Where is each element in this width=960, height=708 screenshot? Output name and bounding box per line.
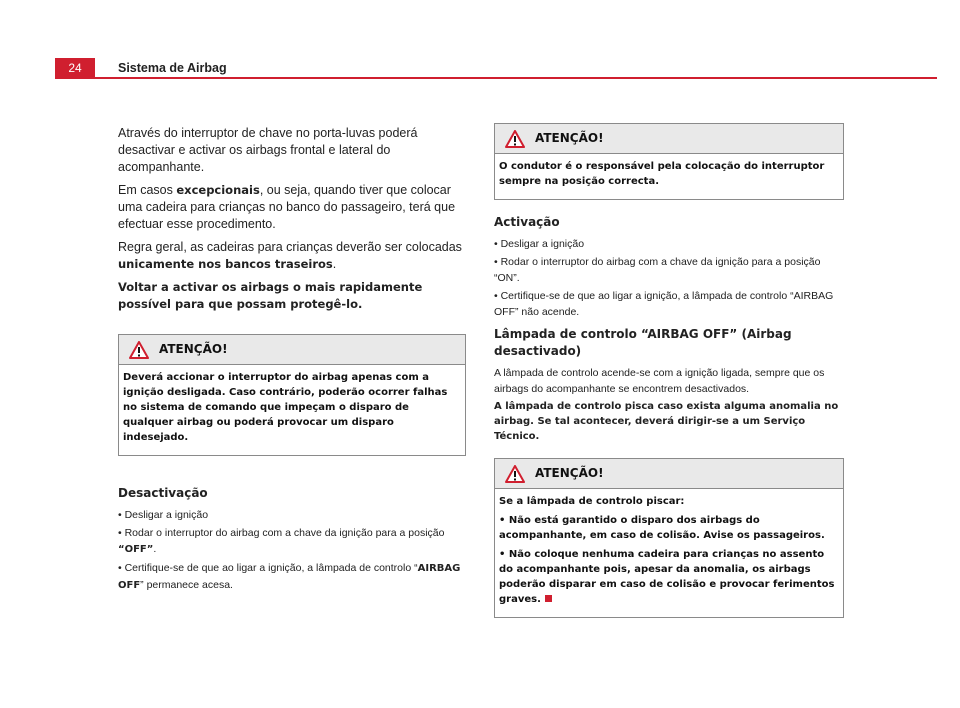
exceptional-paragraph xyxy=(118,182,466,233)
warning-title: ATENÇÃO! xyxy=(159,342,228,356)
warning-header xyxy=(119,335,465,365)
warning-title: ATENÇÃO! xyxy=(535,131,604,145)
right-column xyxy=(494,123,844,618)
warning-title: ATENÇÃO! xyxy=(535,466,604,480)
text-span: , ou seja, quando tiver que colocar uma cadeira para crianças no banco do passageiro, terá que efectuar esse procedimento. xyxy=(118,183,456,231)
warning-line-3 xyxy=(499,547,837,607)
text-span: . xyxy=(153,543,157,555)
warning-triangle-icon xyxy=(505,130,525,148)
warning-line-2: • Não está garantido o disparo dos airbags do acompanhante, em caso de colisão. Avise os passageiros. xyxy=(499,515,825,541)
warning-box-lamp xyxy=(494,458,844,618)
deactivation-step-1: • Desligar a ignição xyxy=(118,509,209,521)
text-bold: unicamente nos bancos traseiros xyxy=(118,257,333,271)
text-bold: “OFF” xyxy=(118,544,154,555)
warning-header xyxy=(495,124,843,154)
warning-text xyxy=(495,489,843,617)
text-span: • Não coloque nenhuma cadeira para crianças no assento do acompanhante pois, apesar da anomalia, os airbags poderão disparar em caso de colisão e provocar ferimentos graves. xyxy=(499,549,835,605)
deactivation-step-2 xyxy=(118,525,466,558)
intro-paragraph: Através do interruptor de chave no porta-luvas poderá desactivar e activar os airbags frontal e lateral do acompanhante. xyxy=(118,126,418,174)
text-bold: excepcionais xyxy=(176,183,260,197)
activation-step-2: • Rodar o interruptor do airbag com a chave da ignição para a posição “ON”. xyxy=(494,256,821,284)
text-span: . xyxy=(332,257,337,271)
activation-step-1: • Desligar a ignição xyxy=(494,238,585,250)
lamp-bold-text: A lâmpada de controlo pisca caso exista alguma anomalia no airbag. Se tal acontecer, deverá dirigir-se a um Serviço Técnico. xyxy=(494,401,839,442)
deactivation-section xyxy=(118,485,466,594)
end-mark-icon xyxy=(545,595,552,602)
text-span: • Certifique-se de que ao ligar a ignição, a lâmpada de controlo “ xyxy=(118,562,418,574)
lamp-text: A lâmpada de controlo acende-se com a ignição ligada, sempre que os airbags do acompanhante se encontrem desactivados. xyxy=(494,367,825,395)
reactivate-paragraph: Voltar a activar os airbags o mais rapidamente possível para que possam protegê-lo. xyxy=(118,280,423,311)
warning-box-ignition xyxy=(118,334,466,456)
activation-section xyxy=(494,214,844,320)
activation-step-3: • Certifique-se de que ao ligar a ignição, a lâmpada de controlo “AIRBAG OFF” não acende. xyxy=(494,290,834,318)
header-rule xyxy=(55,77,937,79)
left-column xyxy=(118,125,466,596)
warning-line-1: Se a lâmpada de controlo piscar: xyxy=(499,496,685,507)
page-number: 24 xyxy=(55,58,95,78)
warning-paragraph: Deverá accionar o interruptor do airbag apenas com a ignição desligada. Caso contrário, poderão ocorrer falhas no sistema de comando que impeçam o disparo de qualquer airbag ou poderá provocar um disparo indesejado. xyxy=(123,372,448,443)
lamp-heading: Lâmpada de controlo “AIRBAG OFF” (Airbag desactivado) xyxy=(494,327,792,358)
text-span: Regra geral, as cadeiras para crianças deverão ser colocadas xyxy=(118,240,462,254)
warning-header xyxy=(495,459,843,489)
warning-triangle-icon xyxy=(129,341,149,359)
lamp-section xyxy=(494,326,844,444)
warning-box-driver xyxy=(494,123,844,200)
text-bold: AIRBAG OFF xyxy=(118,563,461,591)
rule-paragraph xyxy=(118,239,466,273)
text-span: ” permanece acesa. xyxy=(140,579,233,591)
deactivation-heading: Desactivação xyxy=(118,486,208,500)
activation-heading: Activação xyxy=(494,215,560,229)
text-span: • Rodar o interruptor do airbag com a chave da ignição para a posição xyxy=(118,527,445,539)
text-span: Em casos xyxy=(118,183,177,197)
warning-text xyxy=(119,365,465,455)
page-title: Sistema de Airbag xyxy=(118,61,227,75)
deactivation-step-3 xyxy=(118,560,466,594)
warning-triangle-icon xyxy=(505,465,525,483)
warning-text xyxy=(495,154,843,199)
warning-paragraph: O condutor é o responsável pela colocação do interruptor sempre na posição correcta. xyxy=(499,161,825,187)
